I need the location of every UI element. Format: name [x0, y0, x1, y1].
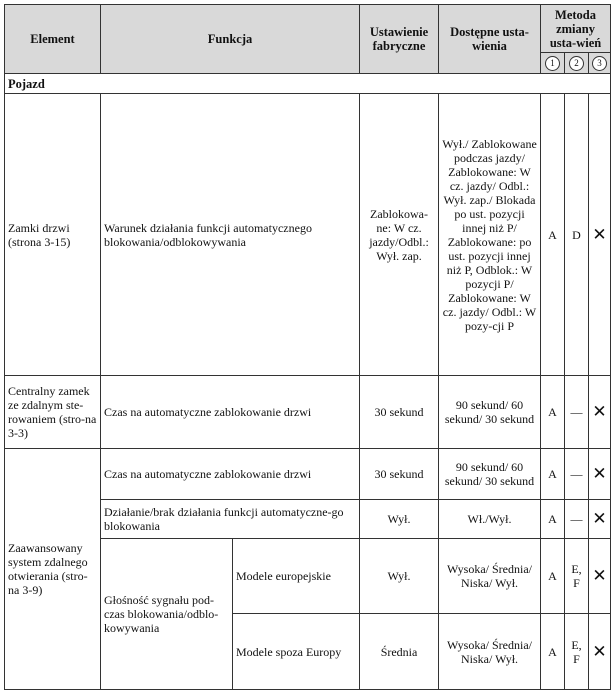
header-factory: Ustawienie fabryczne	[360, 5, 439, 74]
row-method-2: D	[565, 94, 589, 375]
row-method-1: A	[541, 449, 565, 500]
row-factory: 30 sekund	[360, 449, 439, 500]
row-factory: Średnia	[360, 614, 439, 690]
row-method-1: A	[541, 375, 565, 448]
row-available: Wysoka/ Średnia/ Niska/ Wył.	[439, 539, 541, 614]
row-function: Czas na automatyczne zablokowanie drzwi	[101, 449, 360, 500]
row-method-1: A	[541, 614, 565, 690]
row-available: 90 sekund/ 60 sekund/ 30 sekund	[439, 375, 541, 448]
row-method-2: —	[565, 500, 589, 539]
row-element: Zamki drzwi (strona 3-15)	[5, 94, 101, 375]
table-row	[5, 94, 611, 375]
row-available: Wysoka/ Średnia/ Niska/ Wył.	[439, 614, 541, 690]
row-method-3-cross-icon: ✕	[589, 449, 611, 500]
row-method-3-cross-icon: ✕	[589, 500, 611, 539]
table-row	[5, 375, 611, 448]
row-available: Wył./ Zablokowane podczas jazdy/ Zablokowane: W cz. jazdy/ Odbl.: Wył. zap./ Blokada po ust. pozycji innej niż P/ Zablokowane: po ust. pozycji innej niż P, Odblok.: W pozycji P/ Zablokowane: W cz. jazdy/ Odbl.: W pozy-cji P	[439, 94, 541, 375]
row-factory: 30 sekund	[360, 375, 439, 448]
row-function: Czas na automatyczne zablokowanie drzwi	[101, 375, 360, 448]
section-title: Pojazd	[5, 74, 611, 94]
row-method-1: A	[541, 539, 565, 614]
row-method-2: —	[565, 449, 589, 500]
row-subfunction: Modele europejskie	[233, 539, 360, 614]
header-method-1	[541, 53, 565, 74]
row-subfunction: Modele spoza Europy	[233, 614, 360, 690]
row-method-3-cross-icon: ✕	[589, 94, 611, 375]
header-method: Metoda zmiany usta-wień	[541, 5, 611, 53]
row-method-2: E, F	[565, 539, 589, 614]
settings-table	[4, 4, 611, 690]
row-element: Centralny zamek ze zdalnym ste-rowaniem (stro-na 3-3)	[5, 375, 101, 448]
header-element: Element	[5, 5, 101, 74]
row-factory: Wył.	[360, 500, 439, 539]
row-available: 90 sekund/ 60 sekund/ 30 sekund	[439, 449, 541, 500]
row-factory: Zablokowa-ne: W cz. jazdy/Odbl.: Wył. zap.	[360, 94, 439, 375]
method-1-icon: 1	[545, 56, 560, 71]
method-3-icon: 3	[592, 56, 607, 71]
row-method-3-cross-icon: ✕	[589, 614, 611, 690]
row-function: Działanie/brak działania funkcji automatyczne-go blokowania	[101, 500, 360, 539]
row-function: Warunek działania funkcji automatycznego blokowania/odblokowywania	[101, 94, 360, 375]
row-method-3-cross-icon: ✕	[589, 539, 611, 614]
row-element: Zaawansowany system zdalnego otwierania (stro-na 3-9)	[5, 449, 101, 690]
table-row	[5, 449, 611, 500]
row-method-1: A	[541, 500, 565, 539]
row-function: Głośność sygnału pod-czas blokowania/odblo-kowywania	[101, 539, 233, 690]
header-method-2	[565, 53, 589, 74]
row-available: Wł./Wył.	[439, 500, 541, 539]
row-method-2: E, F	[565, 614, 589, 690]
header-function: Funkcja	[101, 5, 360, 74]
header-method-3	[589, 53, 611, 74]
row-method-3-cross-icon: ✕	[589, 375, 611, 448]
row-method-1: A	[541, 94, 565, 375]
row-factory: Wył.	[360, 539, 439, 614]
row-method-2: —	[565, 375, 589, 448]
header-available: Dostępne usta-wienia	[439, 5, 541, 74]
method-2-icon: 2	[569, 56, 584, 71]
